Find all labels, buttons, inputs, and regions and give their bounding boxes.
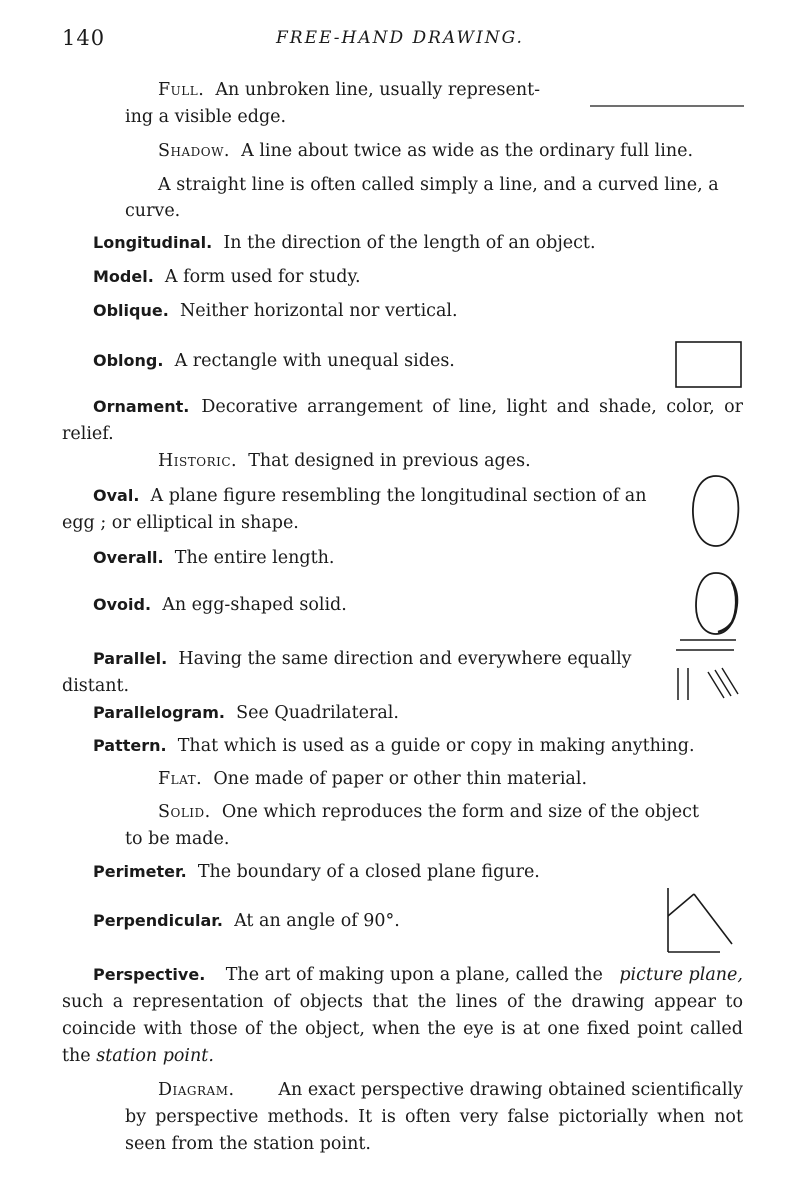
entry-diagram-line2: by perspective methods. It is often very false pictorially when not xyxy=(125,1107,743,1127)
entry-label: Historic. xyxy=(158,451,238,471)
entry-text: At an angle of 90°. xyxy=(234,911,400,931)
entry-term: Overall. xyxy=(93,548,164,567)
entry-shadow xyxy=(158,138,693,164)
entry-solid xyxy=(158,799,699,825)
entry-perspective-line4 xyxy=(62,1043,214,1069)
oblong-figure xyxy=(675,341,743,389)
entry-text: In the direction of the length of an object. xyxy=(223,233,596,253)
entry-term: Perpendicular. xyxy=(93,911,223,930)
entry-term: Longitudinal. xyxy=(93,233,213,252)
ovoid-figure xyxy=(692,570,744,638)
entry-text: The entire length. xyxy=(174,548,335,568)
entry-term: Parallelogram. xyxy=(93,703,225,722)
entry-full-cont: ing a visible edge. xyxy=(125,107,287,127)
entry-parallel-cont: distant. xyxy=(62,676,130,696)
entry-text: One made of paper or other thin material. xyxy=(213,769,588,789)
perpendicular-figure xyxy=(664,886,736,956)
entry-pattern xyxy=(93,733,695,759)
entry-term: Oval. xyxy=(93,486,140,505)
entry-term: Oblong. xyxy=(93,351,164,370)
entry-term: Perspective. xyxy=(93,965,206,984)
entry-text: The art of making upon a plane, called the xyxy=(225,965,603,985)
entry-solid-cont: to be made. xyxy=(125,829,230,849)
entry-term: Parallel. xyxy=(93,649,168,668)
entry-straight-line: A straight line is often called simply a line, and a curved line, a xyxy=(158,175,719,195)
entry-longitudinal xyxy=(93,230,596,256)
entry-label: Flat. xyxy=(158,769,203,789)
entry-full xyxy=(158,77,540,103)
entry-label: Diagram. xyxy=(158,1080,235,1100)
entry-text: That which is used as a guide or copy in making anything. xyxy=(177,736,695,756)
entry-text: the xyxy=(62,1046,91,1066)
entry-term: Perimeter. xyxy=(93,862,187,881)
entry-text: An egg-shaped solid. xyxy=(162,595,347,615)
entry-parallelogram xyxy=(93,700,399,726)
entry-ovoid xyxy=(93,592,347,618)
entry-flat xyxy=(158,766,587,792)
entry-text: That designed in previous ages. xyxy=(248,451,531,471)
entry-perspective-line3: coincide with those of the object, when the eye is at one fixed point called xyxy=(62,1019,743,1039)
entry-perimeter xyxy=(93,859,540,885)
full-line-figure xyxy=(590,104,744,108)
entry-term: Oblique. xyxy=(93,301,169,320)
entry-term: Model. xyxy=(93,267,154,286)
entry-ornament-cont: relief. xyxy=(62,424,114,444)
entry-oval-cont: egg ; or elliptical in shape. xyxy=(62,513,299,533)
entry-text: A plane figure resembling the longitudinal section of an xyxy=(150,486,647,506)
entry-emphasis: station point. xyxy=(96,1046,214,1066)
running-title: FREE-HAND DRAWING. xyxy=(276,28,524,48)
entry-text: An unbroken line, usually represent- xyxy=(215,80,541,100)
entry-model xyxy=(93,264,361,290)
entry-text: Decorative arrangement of line, light and shade, color, or xyxy=(201,397,743,417)
entry-text: One which reproduces the form and size of the object xyxy=(221,802,699,822)
entry-overall xyxy=(93,545,334,571)
entry-oval xyxy=(93,483,646,509)
entry-perpendicular xyxy=(93,908,400,934)
entry-text: Having the same direction and everywhere equally xyxy=(178,649,632,669)
entry-text: See Quadrilateral. xyxy=(236,703,399,723)
entry-text: A form used for study. xyxy=(164,267,361,287)
parallel-figure xyxy=(672,638,742,706)
entry-text: A line about twice as wide as the ordinary full line. xyxy=(241,141,694,161)
entry-label: Solid. xyxy=(158,802,211,822)
entry-label: Shadow. xyxy=(158,141,230,161)
page-number: 140 xyxy=(62,26,106,50)
entry-perspective xyxy=(93,962,743,988)
entry-ornament xyxy=(93,394,743,420)
entry-term: Pattern. xyxy=(93,736,167,755)
oval-figure xyxy=(690,474,742,548)
entry-term: Ovoid. xyxy=(93,595,152,614)
entry-text: Neither horizontal nor vertical. xyxy=(179,301,458,321)
entry-text: The boundary of a closed plane figure. xyxy=(197,862,540,882)
entry-diagram-line3: seen from the station point. xyxy=(125,1134,371,1154)
entry-oblique xyxy=(93,298,458,324)
entry-emphasis: picture plane, xyxy=(619,965,743,985)
entry-text: A rectangle with unequal sides. xyxy=(174,351,455,371)
entry-historic xyxy=(158,448,531,474)
entry-parallel xyxy=(93,646,632,672)
entry-straight-line-cont: curve. xyxy=(125,201,181,221)
entry-term: Ornament. xyxy=(93,397,190,416)
entry-oblong xyxy=(93,348,455,374)
entry-text: An exact perspective drawing obtained scientifically xyxy=(278,1080,743,1100)
entry-diagram xyxy=(158,1077,743,1103)
entry-label: Full. xyxy=(158,80,205,100)
entry-perspective-line2: such a representation of objects that the lines of the drawing appear to xyxy=(62,992,743,1012)
